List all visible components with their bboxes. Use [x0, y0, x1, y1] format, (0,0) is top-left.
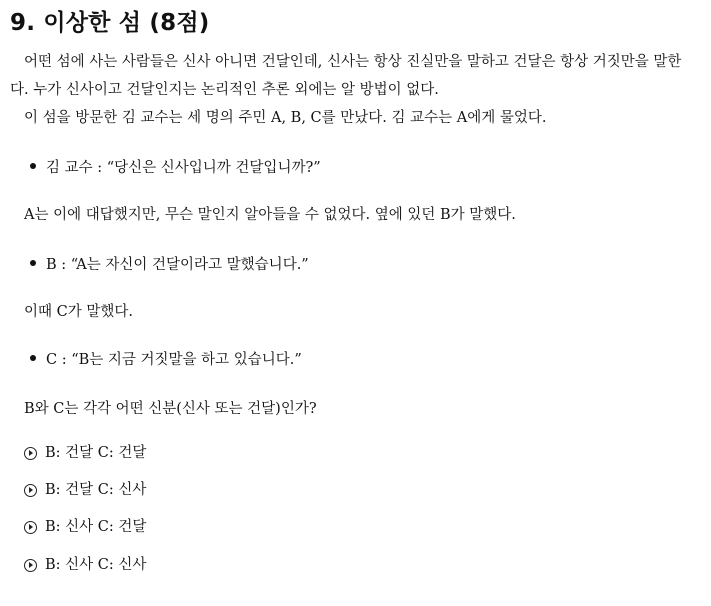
- question-title: 9. 이상한 섬 (8점): [10, 10, 210, 36]
- radio-circle-icon[interactable]: [24, 484, 37, 497]
- quote-b-text: B : “A는 자신이 건달이라고 말했습니다.”: [46, 257, 309, 273]
- answer-option-3[interactable]: [24, 515, 146, 539]
- bullet-icon: [30, 163, 36, 169]
- bullet-icon: [30, 260, 36, 266]
- answer-option-label: B: 신사 C: 신사: [45, 557, 147, 573]
- quote-b-item: [30, 251, 309, 279]
- answer-option-label: B: 건달 C: 신사: [45, 482, 147, 498]
- quote-kim-item: [30, 154, 321, 182]
- quote-kim-text: 김 교수 : “당신은 신사입니까 건달입니까?”: [46, 160, 321, 176]
- quote-c-text: C : “B는 지금 거짓말을 하고 있습니다.”: [46, 352, 302, 368]
- answer-option-label: B: 신사 C: 건달: [45, 519, 147, 535]
- answer-option-1[interactable]: [24, 441, 146, 465]
- intro-paragraph: 어떤 섬에 사는 사람들은 신사 아니면 건달인데, 신사는 항상 진실만을 말하고 건달은 항상 거짓만을 말한다. 누가 신사이고 건달인지는 논리적인 추론 외에는 알 방법이 없다.: [10, 54, 682, 98]
- c-intro-paragraph: 이때 C가 말했다.: [24, 304, 133, 320]
- answer-option-4[interactable]: [24, 553, 146, 577]
- answer-option-2[interactable]: [24, 478, 146, 502]
- radio-circle-icon[interactable]: [24, 521, 37, 534]
- bullet-icon: [30, 355, 36, 361]
- answer-option-label: B: 건달 C: 건달: [45, 445, 147, 461]
- quote-c-item: [30, 346, 302, 374]
- a-response-paragraph: A는 이에 대답했지만, 무슨 말인지 알아들을 수 없었다. 옆에 있던 B가 말했다.: [24, 207, 516, 223]
- question-prompt: B와 C는 각각 어떤 신분(신사 또는 건달)인가?: [24, 401, 317, 417]
- visit-paragraph: 이 섬을 방문한 김 교수는 세 명의 주민 A, B, C를 만났다. 김 교수는 A에게 물었다.: [24, 110, 547, 126]
- radio-circle-icon[interactable]: [24, 559, 37, 572]
- radio-circle-icon[interactable]: [24, 447, 37, 460]
